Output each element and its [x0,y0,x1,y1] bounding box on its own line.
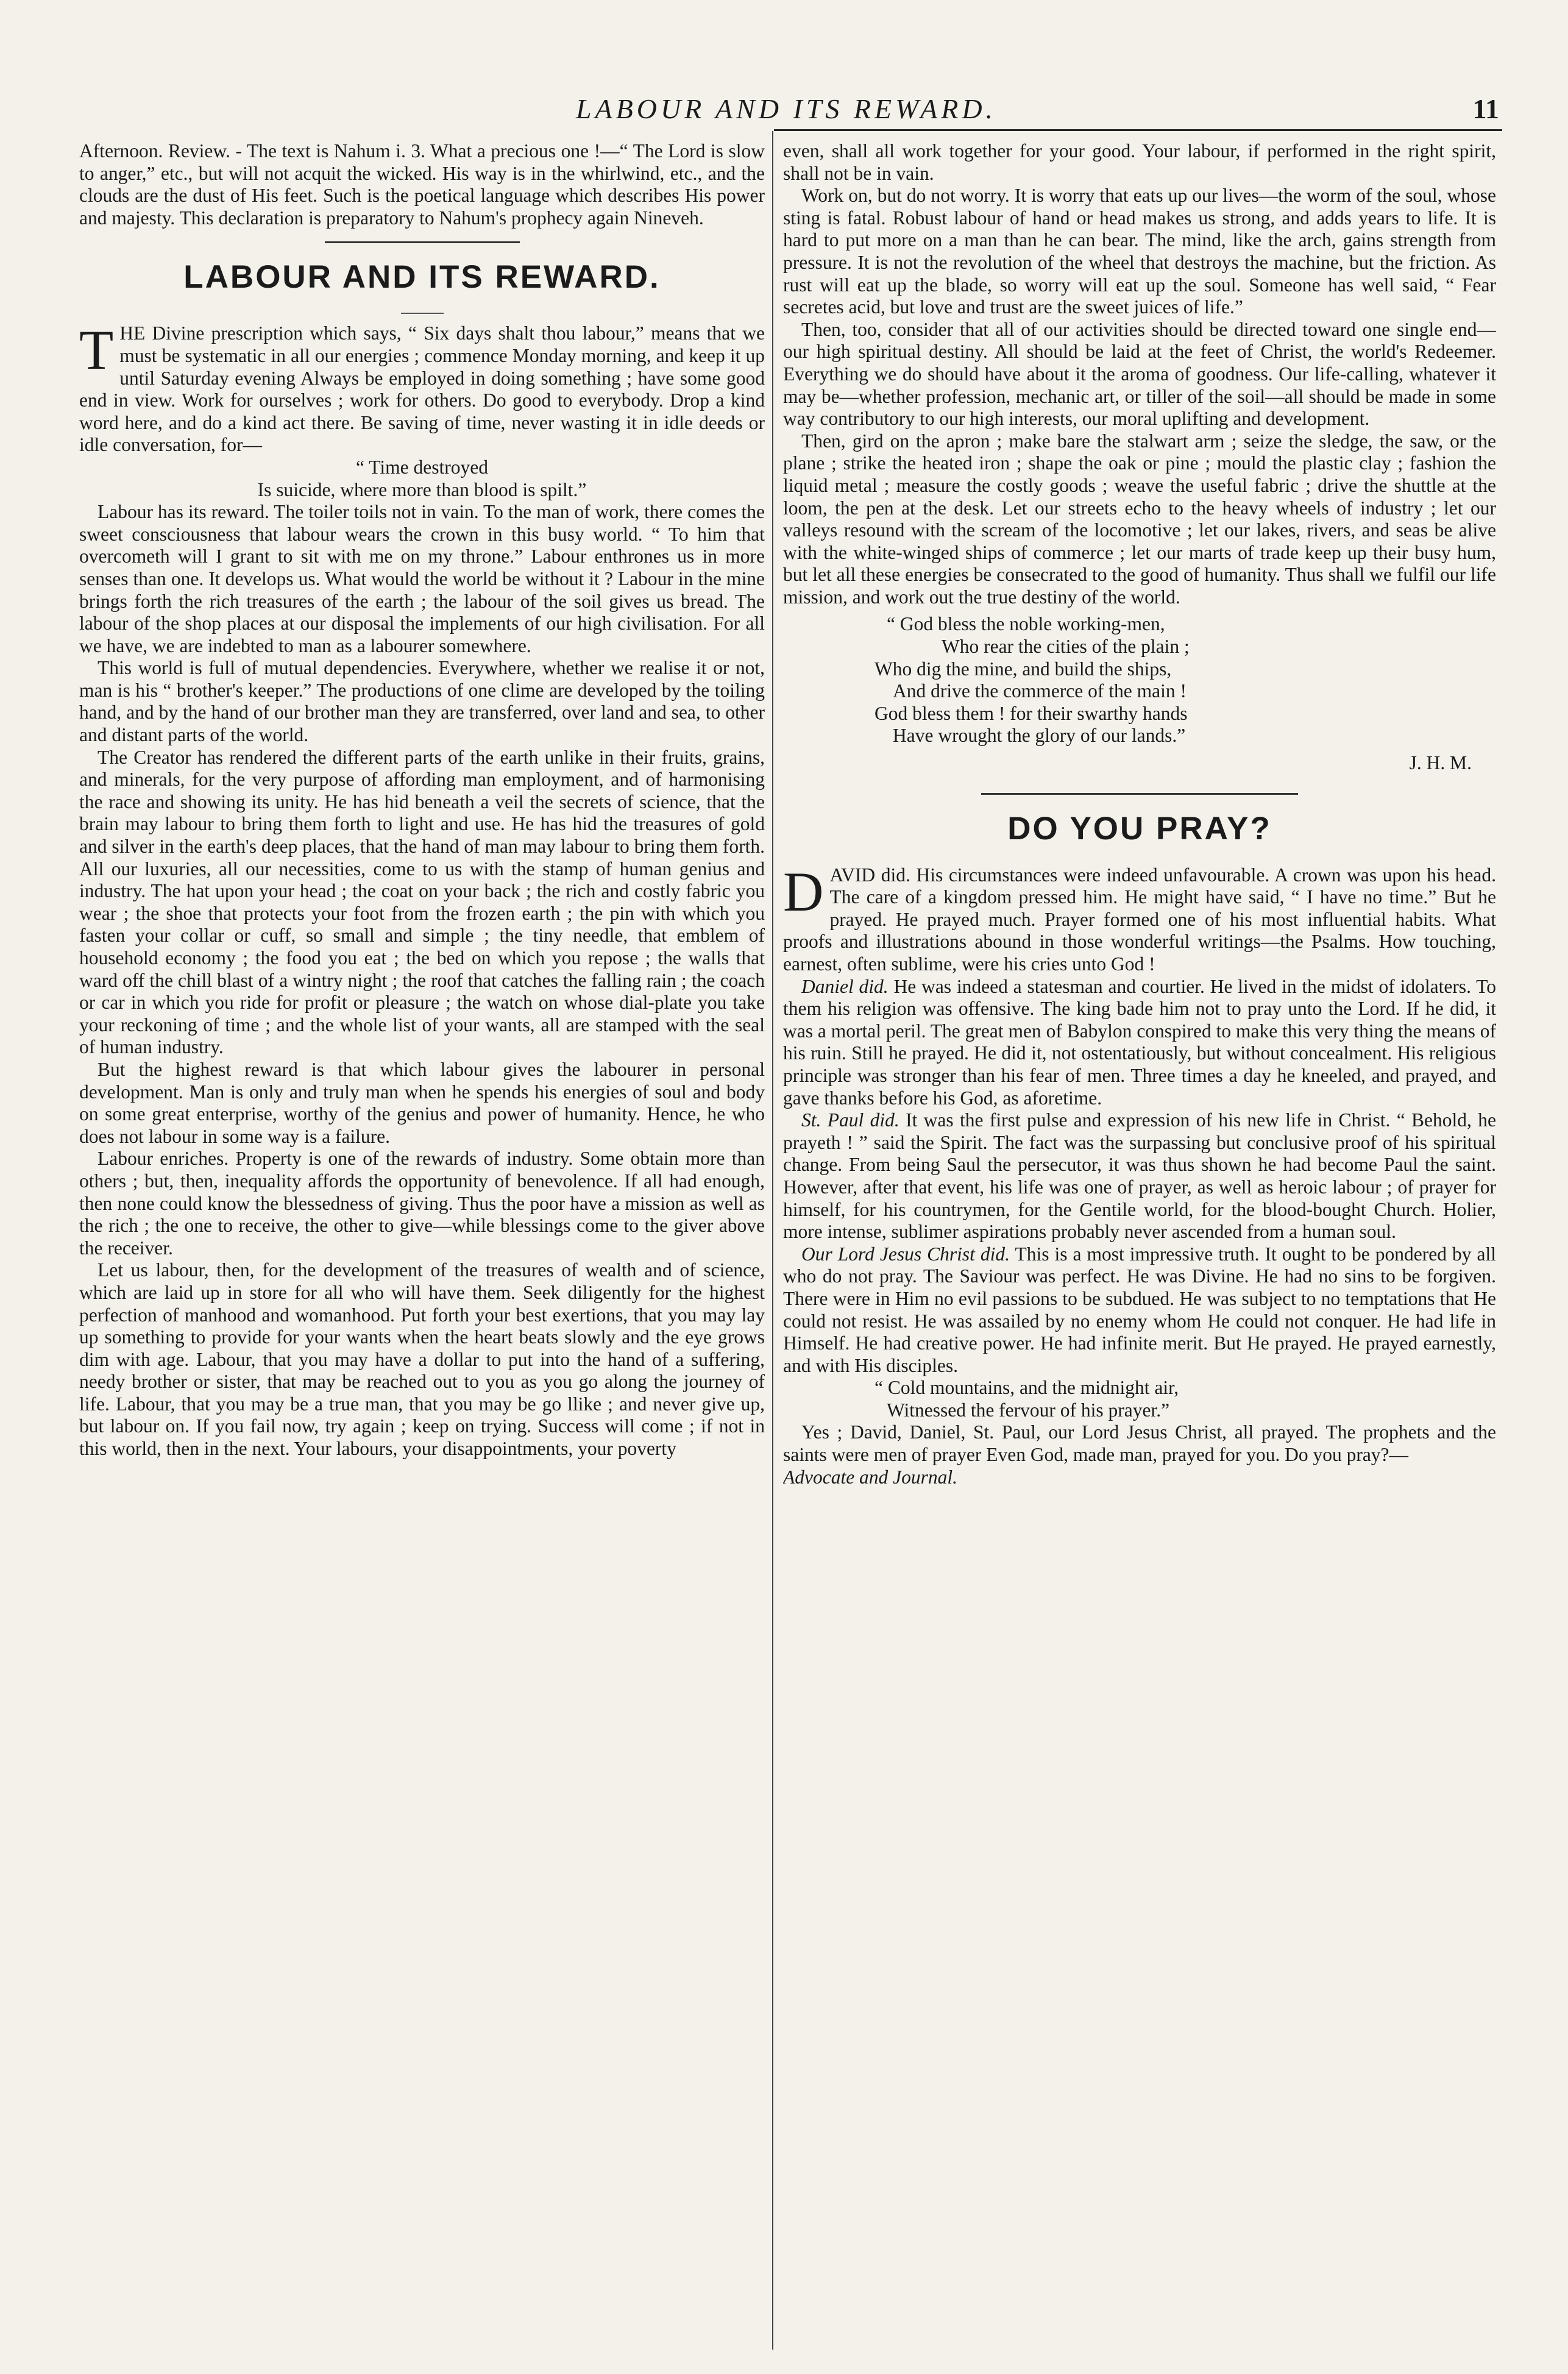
running-title: LABOUR AND ITS REWARD. [575,93,997,124]
poem-line: God bless them ! for their swarthy hands [874,702,1188,724]
labour-continued-4: Then, gird on the apron ; make bare the stalwart arm ; seize the sledge, the saw, or the plane ; strike the heated iron ; shape the oak or pine ; mould the plastic clay ; fashion the liquid metal ; measure the costly goods ; weave the useful fabric ; drive the shuttle at the loom, the pen at the desk. Let our streets echo to the heavy wheels of industry ; let our valleys resound with the scream of the locomotive ; let our lakes, rivers, and seas be alive with the white-winged ships of commerce ; let our marts of trade keep up their busy hum, but let all these energies be consecrated to the good of humanity. Thus shall we fulfil our life mission, and work out the true destiny of the world. [783,430,1496,608]
quote-line-2: Is suicide, where more than blood is spilt.” [257,478,587,500]
article-title-pray: DO YOU PRAY? [1007,810,1272,847]
pray-paragraph-1: DAVID did. His circumstances were indeed unfavourable. A crown was upon his head. The care of a kingdom pressed him. He might have said, “ I have no time.” But he prayed. He prayed much. Prayer formed one of his most influential habits. What proofs and illustrations abound in those wonderful writings—the Psalms. How touching, earnest, often sublime, were his cries unto God ! [783,860,1496,975]
drop-cap-d: D [783,860,824,923]
pray-paragraph-3: St. Paul did. It was the first pulse and expression of his new life in Christ. “ Behold, he prayeth ! ” said the Spirit. The fact was the surpassing but conclusive proof of his spiritual change. From being Saul the persecutor, it was thus shown he had become Paul the saint. However, after that event, his life was one of prayer, as well as heroic labour ; of prayer for himself, for his countrymen, for the Gentile world, for the blood-bought Church. Holier, more intense, sublimer aspirations probably never ascended from a human soul. [783,1109,1496,1243]
poem-line: Have wrought the glory of our lands.” [893,725,1186,747]
pray-paragraph-2: Daniel did. He was indeed a statesman and courtier. He lived in the midst of idolaters. To them his religion was offensive. The king bade him not to pray unto the Lord. If he did, it was a mortal peril. The great men of Babylon conspired to make this very thing the means of his ruin. Still he prayed. He did it, not ostentatiously, but without concealment. His religious principle was stronger than his fear of men. Three times a day he kneeled, and prayed, and gave thanks before his God, as aforetime. [783,975,1496,1109]
author-signature: J. H. M. [1409,752,1472,774]
labour-paragraph-6: Labour enriches. Property is one of the rewards of industry. Some obtain more than others ; but, then, inequality affords the opportunity of benevolence. If all had enough, then none could know the blessedness of giving. Thus the poor have a mission as well as the rich ; the one to receive, the other to give—while blessings come to the giver above the receiver. [79,1148,765,1259]
labour-paragraph-1: THE Divine prescription which says, “ Six days shalt thou labour,” means that we must be systematic in all our energies ; commence Monday morning, and keep it up until Saturday evening Always be employed in doing something ; have some good end in view. Work for ourselves ; work for others. Do good to everybody. Drop a kind word here, and do a kind act there. Be saving of time, never wasting it in idle deeds or idle conversation, for— [79,319,765,456]
page-number: 11 [1472,93,1499,124]
drop-cap-t: T [79,319,114,382]
section-rule [981,793,1298,795]
labour-continued-2: Work on, but do not worry. It is worry that eats up our lives—the worm of the soul, whose sting is fatal. Robust labour of hand or head makes us strong, and adds years to life. It is hard to put more on a man than he can bear. The mind, like the arch, gains strength from pressure. It is not the revolution of the wheel that destroys the machine, but the friction. As rust will eat up the blade, so worry will eat up the soul. Someone has well said, “ Fear secretes acid, but love and trust are the sweet juices of life.” [783,185,1496,318]
poem-line: Who dig the mine, and build the ships, [874,658,1172,680]
right-column [783,140,1496,2347]
running-head [73,93,1499,129]
labour-continued-1: even, shall all work together for your good. Your labour, if performed in the right spirit, shall not be in vain. [783,140,1496,184]
couplet-line-1: “ Cold mountains, and the midnight air, [874,1377,1179,1399]
left-column [79,140,765,2347]
poem-working-men [783,613,1496,747]
labour-continued-3: Then, too, consider that all of our activities should be directed toward one single end—our high spiritual destiny. All should be laid at the feet of Christ, the world's Redeemer. Everything we do should have about it the aroma of goodness. Our life-calling, whatever it may be—whether profession, mechanic art, or tiller of the soil—all should be made in some way contributory to our high interests, our moral uplifting and development. [783,318,1496,430]
labour-paragraph-2: Labour has its reward. The toiler toils not in vain. To the man of work, there comes the sweet consciousness that labour wears the crown in this busy world. “ To him that overcometh will I grant to sit with me on my throne.” Labour enthrones us in more senses than one. It develops us. What would the world be without it ? Labour in the mine brings forth the rich treasures of the earth ; the labour of the soil gives us bread. The labour of the shop places at our disposal the implements of our high civilisation. For all we have, we are indebted to man as a labourer somewhere. [79,501,765,656]
column-divider [772,131,773,2350]
poem-line: And drive the commerce of the main ! [893,680,1187,702]
source-credit: Advocate and Journal. [783,1466,958,1488]
article-title-labour: LABOUR AND ITS REWARD. [183,259,661,296]
labour-paragraph-4: The Creator has rendered the different parts of the earth unlike in their fruits, grains, and minerals, for the very purpose of affording man employment, and of harmonising the race and showing its unity. He has hid beneath a veil the secrets of science, that the brain may labour to bring them forth to light and use. He has hid the treasures of gold and silver in the earth's deep places, that the hand of man may labour to bring them forth. All our luxuries, all our necessities, come to us with the stamp of human genius and industry. The hat upon your head ; the coat on your back ; the rich and costly fabric you wear ; the shoe that protects your foot from the frozen earth ; the pin with which you fasten your collar or cuff, so small and simple ; the tiny needle, that emblem of household economy ; the food you eat ; the bed on which you repose ; the walls that ward off the chill blast of a wintry night ; the roof that catches the falling rain ; the coach or car in which you ride for profit or pleasure ; the watch on whose dial-plate you take your reckoning of time ; and the whole list of your wants, all are stamped with the seal of human industry. [79,746,765,1058]
pray-closing: Yes ; David, Daniel, St. Paul, our Lord Jesus Christ, all prayed. The prophets and the saints were men of prayer Even God, made man, prayed for you. Do you pray?— Advocate and Journal. [783,1421,1496,1488]
couplet-line-2: Witnessed the fervour of his prayer.” [887,1399,1170,1421]
labour-paragraph-5: But the highest reward is that which labour gives the labourer in personal development. Man is only and truly man when he spends his energies of soul and body on some great enterprise, worthy of the genius and power of humanity. Hence, he who does not labour in some way is a failure. [79,1058,765,1147]
header-rule [774,129,1502,131]
poem-line: Who rear the cities of the plain ; [942,636,1190,658]
labour-paragraph-7: Let us labour, then, for the development of the treasures of wealth and of science, which are laid up in store for all who will have them. Seek diligently for the highest perfection of manhood and womanhood. Put forth your best exertions, that you may lay up something to provide for your wants when the heart beats slowly and the eye grows dim with age. Labour, that you may have a dollar to put into the hand of a suffering, needy brother or sister, that may be reached out to you as you go along the journey of life. Labour, that you may be a true man, that you may be go llike ; and never give up, but labour on. If you fail now, try again ; keep on trying. Success will come ; if not in this world, then in the next. Your labours, your disappointments, your poverty [79,1259,765,1460]
labour-paragraph-3: This world is full of mutual dependencies. Everywhere, whether we realise it or not, man is his “ brother's keeper.” The productions of one clime are developed by the toiling hand, and by the hand of our brother man they are transferred, over land and sea, to other and distant parts of the world. [79,657,765,746]
previous-article-tail: Afternoon. Review. - The text is Nahum i. 3. What a precious one !—“ The Lord is slow to anger,” etc., but will not acquit the wicked. His way is in the whirlwind, etc., and the clouds are the dust of His feet. Such is the poetical language which describes His power and majesty. This declaration is preparatory to Nahum's prophecy again Nineveh. [79,140,765,229]
quote-line-1: “ Time destroyed [356,456,488,478]
pray-paragraph-4: Our Lord Jesus Christ did. This is a most impressive truth. It ought to be pondered by all who do not pray. The Saviour was perfect. He was Divine. He had no sins to be forgiven. There were in Him no evil passions to be subdued. He was subject to no temptations that He could not resist. He was assailed by no enemy whom He could not conquer. He had life in Himself. He had creative power. He had infinite merit. But He prayed. He prayed earnestly, and with His disciples. [783,1243,1496,1376]
title-rule [401,313,444,314]
section-rule [325,241,520,243]
poem-line: “ God bless the noble working-men, [887,613,1165,635]
